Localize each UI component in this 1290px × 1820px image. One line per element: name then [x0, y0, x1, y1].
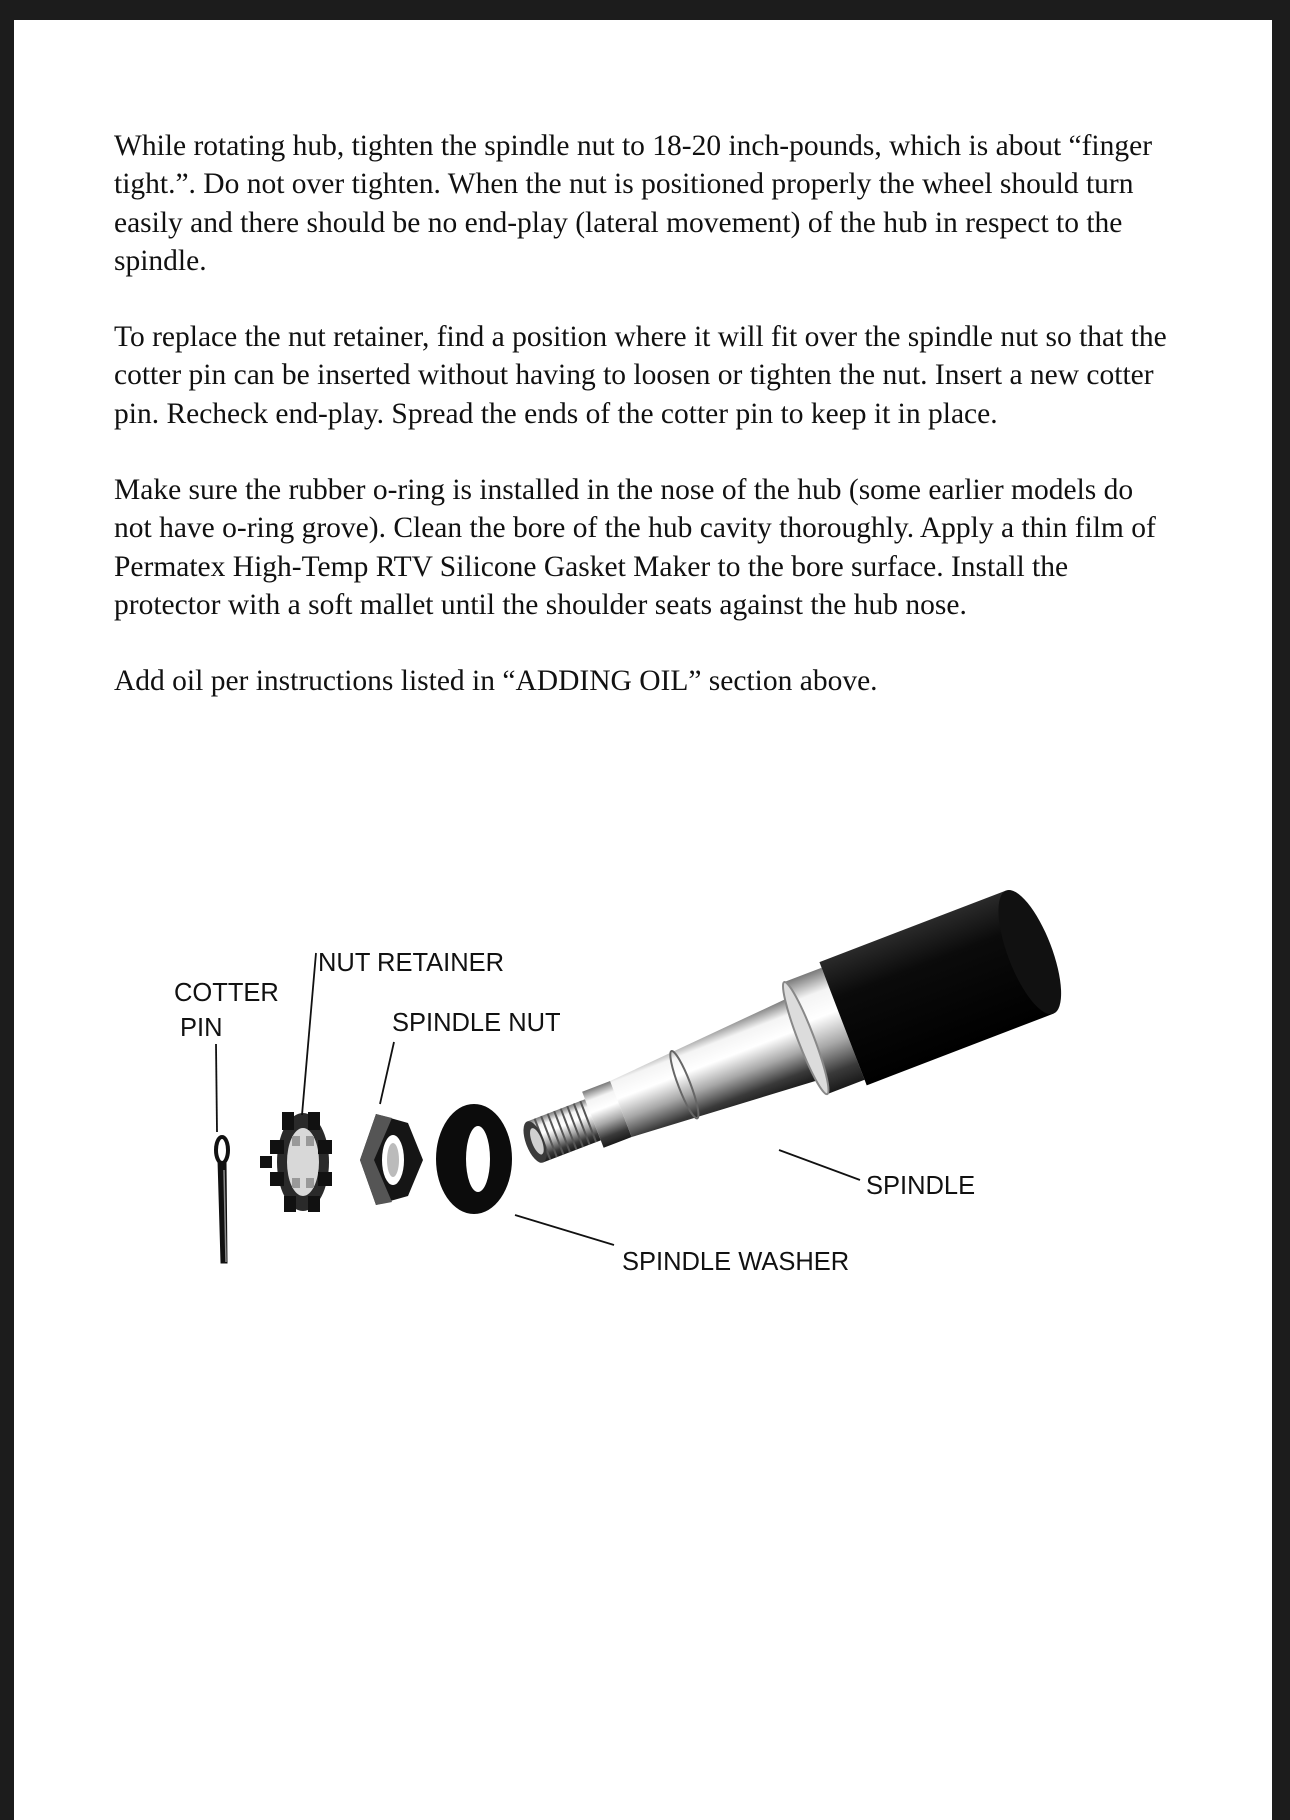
paragraph-install-protector: Make sure the rubber o-ring is installed in the nose of the hub (some earlier models do not have o-ring grove). Clean the bore of the hub cavity thoroughly. Apply a thin film of Permatex High-Temp RTV Silicone Gasket Maker to the bore surface. Install the protector with a soft mallet until the shoulder seats against the hub nose. [114, 474, 1156, 621]
spindle-icon [503, 883, 1074, 1207]
spindle-washer-icon [436, 1104, 512, 1214]
label-spindle: SPINDLE [866, 1172, 976, 1200]
label-pin: PIN [180, 1014, 223, 1042]
paragraph-replace-nut-retainer: To replace the nut retainer, find a position where it will fit over the spindle nut so that the cotter pin can be inserted without having to loosen or tighten the nut. Insert a new cotter pin. Recheck end-play. Spread the ends of the cotter pin to keep it in place. [114, 321, 1167, 430]
spindle-nut-icon [360, 1114, 423, 1205]
paragraph-add-oil: Add oil per instructions listed in “ADDING OIL” section above. [114, 665, 878, 698]
label-cotter: COTTER [174, 979, 279, 1007]
label-spindle-washer: SPINDLE WASHER [622, 1248, 850, 1276]
label-nut-retainer: NUT RETAINER [318, 949, 505, 977]
paragraph-tighten-spindle-nut: While rotating hub, tighten the spindle nut to 18-20 inch-pounds, which is about “finger tight.”. Do not over tighten. When the nut is positioned properly the wheel should turn easily and there should be no end-play (lateral movement) of the hub in respect to the spindle. [114, 130, 1153, 277]
cotter-pin-icon [216, 1137, 228, 1262]
label-spindle-nut: SPINDLE NUT [392, 1009, 561, 1037]
nut-retainer-icon [260, 1112, 332, 1212]
